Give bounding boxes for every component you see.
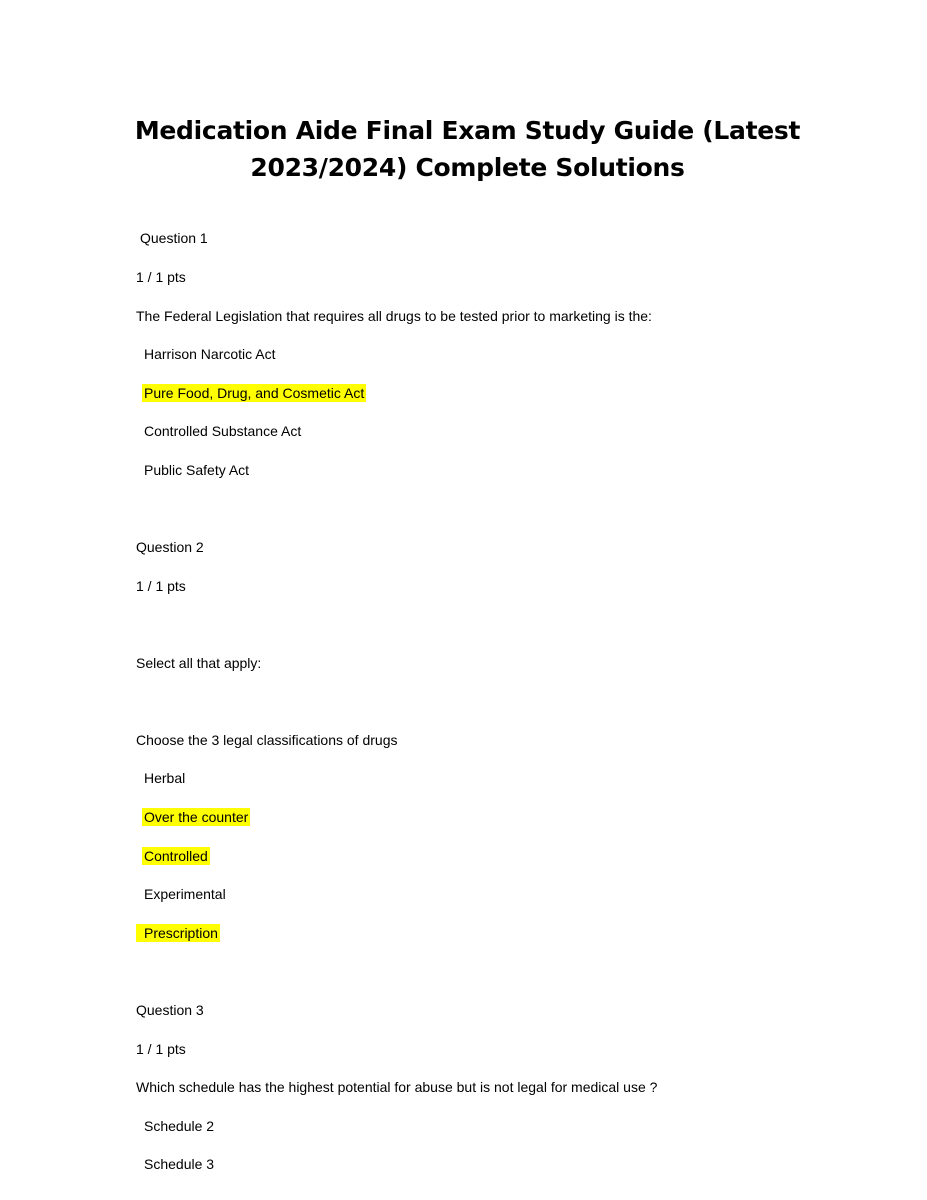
question-2-points: 1 / 1 pts [136, 578, 186, 594]
question-1-label: Question 1 [140, 230, 208, 246]
question-1-option-4: Public Safety Act [144, 462, 250, 478]
question-3-option-1: Schedule 2 [144, 1118, 215, 1134]
question-3-label: Question 3 [136, 1002, 204, 1018]
question-2-prompt: Choose the 3 legal classifications of drugs [136, 732, 398, 748]
document-title [100, 112, 835, 186]
question-1-option-1: Harrison Narcotic Act [144, 346, 276, 362]
question-1-option-2-highlighted: Pure Food, Drug, and Cosmetic Act [144, 385, 365, 401]
question-1-prompt: The Federal Legislation that requires all drugs to be tested prior to marketing is the: [136, 308, 652, 324]
question-2-instruction: Select all that apply: [136, 655, 262, 671]
question-3-points: 1 / 1 pts [136, 1041, 186, 1057]
question-2-option-4: Experimental [144, 886, 226, 902]
question-3-option-2: Schedule 3 [144, 1156, 215, 1172]
question-2-option-5-highlighted: Prescription [136, 924, 220, 942]
question-2-option-2-highlighted: Over the counter [144, 809, 249, 825]
question-2-option-3-highlighted: Controlled [144, 848, 208, 864]
question-2-label: Question 2 [136, 539, 204, 555]
title-line-2: 2023/2024) Complete Solutions [250, 153, 685, 182]
title-line-1: Medication Aide Final Exam Study Guide (Latest [134, 116, 801, 145]
question-3-prompt: Which schedule has the highest potential for abuse but is not legal for medical use ? [136, 1079, 658, 1095]
question-2-option-1: Herbal [144, 770, 186, 786]
question-1-option-3: Controlled Substance Act [144, 423, 302, 439]
question-1-points: 1 / 1 pts [136, 269, 186, 285]
